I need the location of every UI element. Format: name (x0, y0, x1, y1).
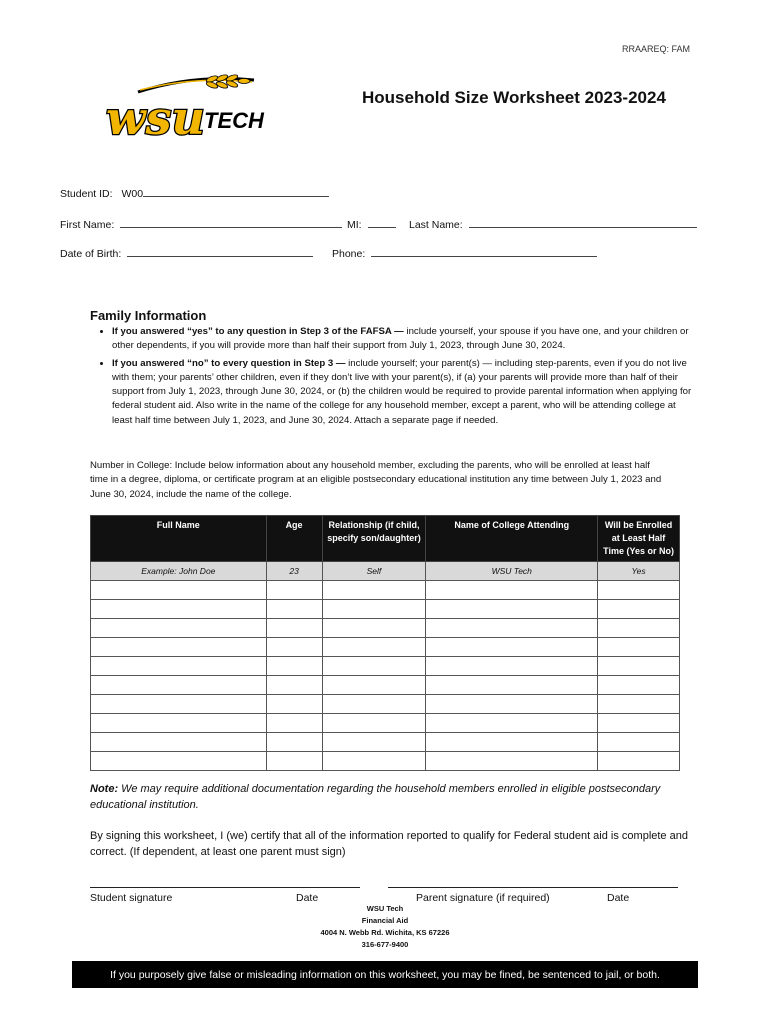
table-cell[interactable] (322, 714, 426, 733)
table-cell[interactable] (426, 600, 598, 619)
table-cell[interactable] (322, 638, 426, 657)
table-cell[interactable] (322, 676, 426, 695)
table-row[interactable] (91, 619, 680, 638)
table-cell[interactable] (266, 619, 322, 638)
warning-footer: If you purposely give false or misleading information on this worksheet, you may be fined, be sentenced to jail, or both. (72, 961, 698, 988)
table-row[interactable] (91, 733, 680, 752)
student-id-label: Student ID: (60, 188, 113, 200)
parent-signature-line[interactable] (388, 887, 678, 888)
table-cell[interactable] (91, 752, 267, 771)
table-cell[interactable] (266, 733, 322, 752)
student-id-field[interactable] (60, 186, 329, 200)
table-cell[interactable] (598, 733, 680, 752)
table-cell[interactable] (91, 714, 267, 733)
page-title: Household Size Worksheet 2023-2024 (362, 88, 666, 107)
table-cell[interactable] (322, 600, 426, 619)
family-instructions-list (90, 325, 692, 431)
table-cell[interactable] (426, 752, 598, 771)
table-cell[interactable] (426, 619, 598, 638)
dob-label: Date of Birth: (60, 248, 122, 260)
parent-signature-label: Parent signature (if required) (416, 892, 550, 904)
phone-field[interactable] (332, 246, 597, 260)
number-in-college-paragraph: Number in College: Include below information about any household member, excluding the parents, who will be enrolled at least half time in a degree, diploma, or certificate program at an eligible postsecondary educational institution any time between July 1, 2023 and June 30, 2024, include the name of the college. (90, 460, 662, 500)
table-cell[interactable] (426, 695, 598, 714)
table-row[interactable] (91, 581, 680, 600)
table-cell[interactable] (426, 714, 598, 733)
table-cell[interactable] (91, 619, 267, 638)
table-row[interactable] (91, 600, 680, 619)
table-cell[interactable] (322, 752, 426, 771)
table-cell[interactable] (598, 714, 680, 733)
table-cell[interactable] (426, 676, 598, 695)
table-cell[interactable] (266, 714, 322, 733)
date-label-1: Date (296, 892, 319, 904)
form-code: RRAAREQ: FAM (622, 44, 691, 54)
table-cell[interactable] (266, 695, 322, 714)
table-cell[interactable] (322, 733, 426, 752)
table-row[interactable] (91, 676, 680, 695)
logo-tech-text: TECH (204, 108, 264, 133)
office-address: WSU Tech Financial Aid 4004 N. Webb Rd. Wichita, KS 67226 316-677-9400 (320, 904, 450, 949)
certification-statement: By signing this worksheet, I (we) certify that all of the information reported to qualify for Federal student aid is complete and correct. (If dependent, at least one parent must sign) (90, 830, 688, 858)
student-signature-line[interactable] (90, 887, 360, 888)
table-cell[interactable] (91, 657, 267, 676)
table-row[interactable] (91, 657, 680, 676)
last-name-field[interactable] (409, 217, 697, 231)
first-name-field[interactable] (60, 217, 342, 231)
logo-wsu-text: wsu (106, 91, 205, 144)
table-cell[interactable] (322, 619, 426, 638)
example-relationship: Self (322, 562, 426, 581)
table-cell[interactable] (426, 638, 598, 657)
table-row[interactable] (91, 638, 680, 657)
table-cell[interactable] (598, 600, 680, 619)
table-cell[interactable] (91, 695, 267, 714)
household-table (90, 515, 680, 771)
table-cell[interactable] (322, 581, 426, 600)
table-cell[interactable] (266, 657, 322, 676)
table-row[interactable] (91, 714, 680, 733)
table-cell[interactable] (426, 581, 598, 600)
table-cell[interactable] (91, 600, 267, 619)
table-cell[interactable] (598, 752, 680, 771)
family-information-heading: Family Information (90, 308, 207, 323)
table-cell[interactable] (426, 657, 598, 676)
table-cell[interactable] (598, 657, 680, 676)
example-name: Example: John Doe (91, 562, 267, 581)
table-cell[interactable] (91, 581, 267, 600)
table-cell[interactable] (266, 638, 322, 657)
note: Note: We may require additional documentation regarding the household members enrolled in eligible postsecondary educational institution. (90, 783, 661, 811)
student-id-prefix: W00 (121, 188, 144, 200)
header-relationship: Relationship (if child, specify son/daughter) (322, 516, 426, 562)
table-cell[interactable] (598, 638, 680, 657)
table-cell[interactable] (91, 638, 267, 657)
phone-label: Phone: (332, 248, 366, 260)
wsu-tech-logo (104, 72, 284, 144)
example-age: 23 (266, 562, 322, 581)
list-item: • If you answered “yes” to any question in Step 3 of the FAFSA — include yourself, your spouse if you have one, and your children or other dependents, if you will provide more than half their support from July 1, 2023, through June 30, 2024. (112, 325, 692, 354)
table-cell[interactable] (91, 676, 267, 695)
header-full-name: Full Name (91, 516, 267, 562)
table-cell[interactable] (598, 581, 680, 600)
table-cell[interactable] (266, 676, 322, 695)
header-age: Age (266, 516, 322, 562)
table-cell[interactable] (426, 733, 598, 752)
table-row[interactable] (91, 695, 680, 714)
table-cell[interactable] (266, 600, 322, 619)
table-cell[interactable] (266, 752, 322, 771)
first-name-label: First Name: (60, 219, 115, 231)
table-cell[interactable] (91, 733, 267, 752)
table-cell[interactable] (598, 676, 680, 695)
table-cell[interactable] (322, 657, 426, 676)
table-cell[interactable] (266, 581, 322, 600)
last-name-label: Last Name: (409, 219, 463, 231)
table-cell[interactable] (322, 695, 426, 714)
table-cell[interactable] (598, 695, 680, 714)
dob-field[interactable] (60, 246, 313, 260)
date-label-2: Date (607, 892, 630, 904)
list-item: • If you answered “no” to every question in Step 3 — include yourself; your parent(s) — including step-parents, even if you do not live with them; your parents’ other children, even if they don’t live with your parent(s), if (a) your parents will provide more than half of their support from July 1, 2023, through June 30, 2024, or (b) the children would be required to provide parental information when applying for federal student aid. Also write in the name of the college for any household member, except a parent, who will be attending college at least half time between July 1, 2023, and June 30, 2024. Attach a separate page if needed. (112, 357, 692, 428)
table-cell[interactable] (598, 619, 680, 638)
header-enrolled: Will be Enrolled at Least Half Time (Yes or No) (598, 516, 680, 562)
mi-field[interactable] (347, 217, 396, 231)
mi-label: MI: (347, 219, 362, 231)
header-college: Name of College Attending (426, 516, 598, 562)
example-row (91, 562, 680, 581)
example-college: WSU Tech (426, 562, 598, 581)
student-signature-label: Student signature (90, 892, 173, 904)
table-row[interactable] (91, 752, 680, 771)
example-enrolled: Yes (598, 562, 680, 581)
